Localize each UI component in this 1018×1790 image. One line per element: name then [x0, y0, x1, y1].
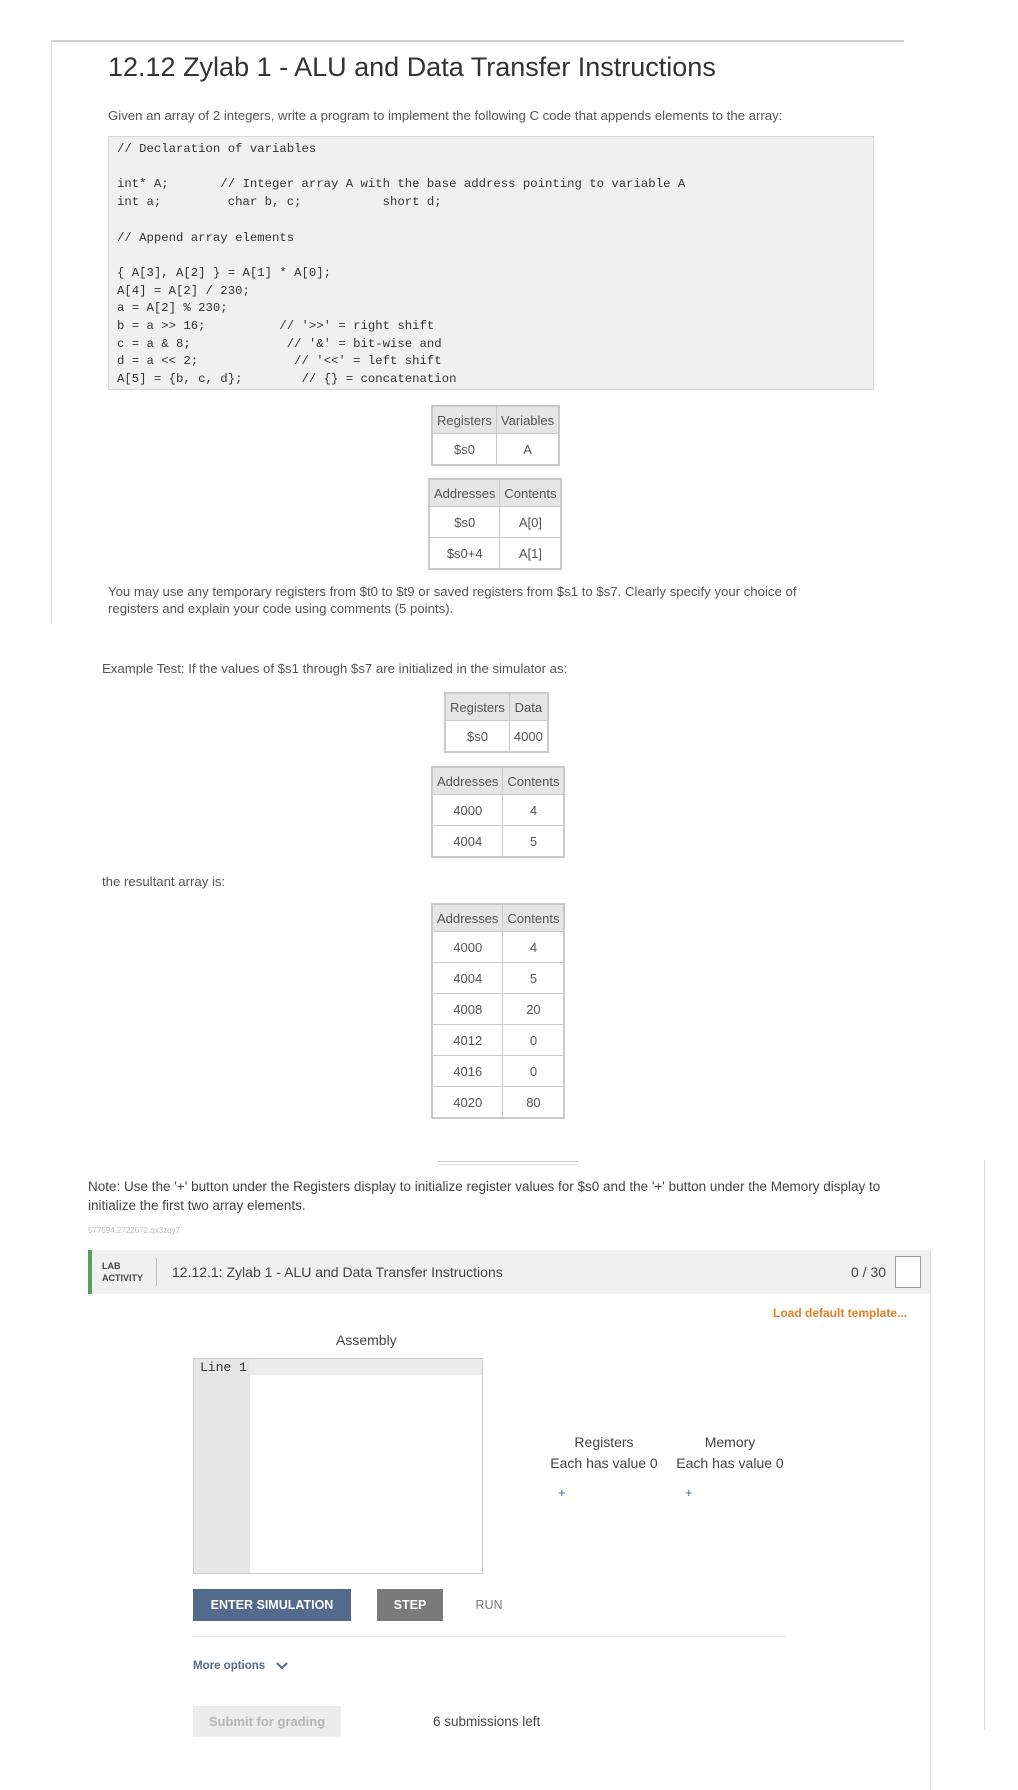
table-header-row: [432, 767, 564, 795]
table-cell: 4008: [432, 994, 503, 1025]
code-text: // Declaration of variables int* A; // Integer array A with the base address pointing to variable A int a; char b, c; short d; // Append array elements { A[3], A[2] } = A[1] * A[0]; A[4] = A[2] / 230; a = A[2] % 230; b = a >> 16; // '>>' = right shift c = a & 8; // '&' = bit-wise and d = a << 2; // '<<' = left shift A[5] = {b, c, d}; // {} = concatenation: [117, 142, 686, 387]
example-memory-table: [431, 766, 565, 858]
table-cell: A: [496, 434, 559, 466]
table-header-cell: Contents: [503, 767, 565, 795]
table-row: [432, 963, 564, 994]
table-cell: $s0: [445, 721, 509, 753]
page-title: 12.12 Zylab 1 - ALU and Data Transfer Instructions: [108, 52, 716, 82]
table-cell: 4: [503, 932, 565, 963]
resultant-array-table: [431, 903, 565, 1119]
table-cell: 5: [503, 963, 565, 994]
activity-id: 577594.2722072.qx3zqy7: [88, 1226, 181, 1235]
table-header-cell: Variables: [496, 406, 559, 434]
table-row: [429, 507, 561, 538]
active-line-highlight: [250, 1359, 482, 1375]
lab-header: [88, 1250, 930, 1294]
table-header-cell: Addresses: [432, 904, 503, 932]
table-row: [432, 1087, 564, 1119]
table-cell: A[0]: [500, 507, 562, 538]
more-options-toggle[interactable]: [193, 1660, 288, 1672]
table-cell: 80: [503, 1087, 565, 1119]
lab-title: 12.12.1: Zylab 1 - ALU and Data Transfer Instructions: [172, 1264, 503, 1280]
chevron-down-icon: [276, 1662, 288, 1670]
table-header-cell: Addresses: [429, 479, 500, 507]
table-cell: $s0: [429, 507, 500, 538]
table-cell: 0: [503, 1056, 565, 1087]
header-divider: [156, 1258, 157, 1286]
table-cell: 20: [503, 994, 565, 1025]
completion-badge-icon: [895, 1256, 921, 1288]
table-cell: $s0: [432, 434, 496, 466]
table-row: [432, 826, 564, 858]
table-header-cell: Addresses: [432, 767, 503, 795]
table-row: [432, 434, 559, 466]
table-row: [432, 1056, 564, 1087]
table-row: [432, 994, 564, 1025]
table-cell: 4012: [432, 1025, 503, 1056]
memory-label: Memory: [704, 1434, 756, 1450]
note-text: Note: Use the '+' button under the Registers display to initialize register values for $s0 and the '+' button under the Memory display to initialize the first two array elements.: [88, 1179, 881, 1213]
table-header-row: [429, 479, 561, 507]
table-header-cell: Contents: [503, 904, 565, 932]
assembly-label: Assembly: [336, 1332, 397, 1348]
table-cell: 5: [503, 826, 565, 858]
lab-activity-tag: LAB ACTIVITY: [102, 1261, 144, 1283]
table-cell: 4000: [509, 721, 547, 753]
table-header-row: [432, 904, 564, 932]
table-cell: 4: [503, 795, 565, 826]
submit-for-grading-button[interactable]: Submit for grading: [193, 1706, 341, 1737]
table-header-cell: Registers: [432, 406, 496, 434]
table-header-row: [445, 693, 548, 721]
table-cell: 4020: [432, 1087, 503, 1119]
load-default-template-link[interactable]: Load default template...: [773, 1306, 908, 1320]
addresses-contents-table: [428, 478, 562, 570]
intro-text: Given an array of 2 integers, write a program to implement the following C code that appends elements to the array:: [108, 108, 783, 123]
add-memory-button[interactable]: +: [685, 1485, 693, 1500]
registers-panel: [549, 1432, 659, 1474]
table-row: [432, 932, 564, 963]
table-cell: 4016: [432, 1056, 503, 1087]
editor-gutter: [194, 1359, 250, 1573]
options-divider: [193, 1636, 786, 1637]
table-cell: 4004: [432, 826, 503, 858]
registers-value: Each has value 0: [550, 1455, 658, 1471]
memory-panel: [675, 1432, 785, 1474]
table-cell: 4004: [432, 963, 503, 994]
run-button[interactable]: RUN: [464, 1589, 514, 1621]
table-header-cell: Data: [509, 693, 547, 721]
register-usage-note: You may use any temporary registers from $t0 to $t9 or saved registers from $s1 to $s7. Clearly specify your choice of registers and explain your code using comments (5 points).: [108, 584, 797, 616]
lab-activity: [88, 1250, 931, 1790]
table-header-cell: Contents: [500, 479, 562, 507]
example-test-text: Example Test: If the values of $s1 through $s7 are initialized in the simulator as:: [102, 661, 568, 676]
table-row: [429, 538, 561, 570]
memory-value: Each has value 0: [676, 1455, 784, 1471]
table-row: [445, 721, 548, 753]
registers-variables-table: [431, 405, 560, 466]
example-registers-table: [444, 692, 549, 753]
resultant-text: the resultant array is:: [102, 874, 226, 889]
lab-score: 0 / 30: [851, 1264, 887, 1280]
table-cell: $s0+4: [429, 538, 500, 570]
section-separator: [438, 1161, 578, 1165]
code-block: [108, 136, 874, 390]
side-border: [984, 1160, 985, 1730]
table-row: [432, 1025, 564, 1056]
table-header-row: [432, 406, 559, 434]
enter-simulation-button[interactable]: ENTER SIMULATION: [193, 1589, 351, 1621]
table-row: [432, 795, 564, 826]
assembly-editor[interactable]: [193, 1358, 483, 1574]
add-register-button[interactable]: +: [558, 1485, 566, 1500]
table-cell: 4000: [432, 932, 503, 963]
more-options-label: More options: [193, 1660, 266, 1672]
step-button[interactable]: STEP: [377, 1589, 443, 1621]
table-header-cell: Registers: [445, 693, 509, 721]
table-cell: 4000: [432, 795, 503, 826]
submissions-left: 6 submissions left: [433, 1714, 541, 1729]
table-cell: 0: [503, 1025, 565, 1056]
table-cell: A[1]: [500, 538, 562, 570]
line-number: Line 1: [200, 1360, 247, 1375]
registers-label: Registers: [574, 1434, 634, 1450]
